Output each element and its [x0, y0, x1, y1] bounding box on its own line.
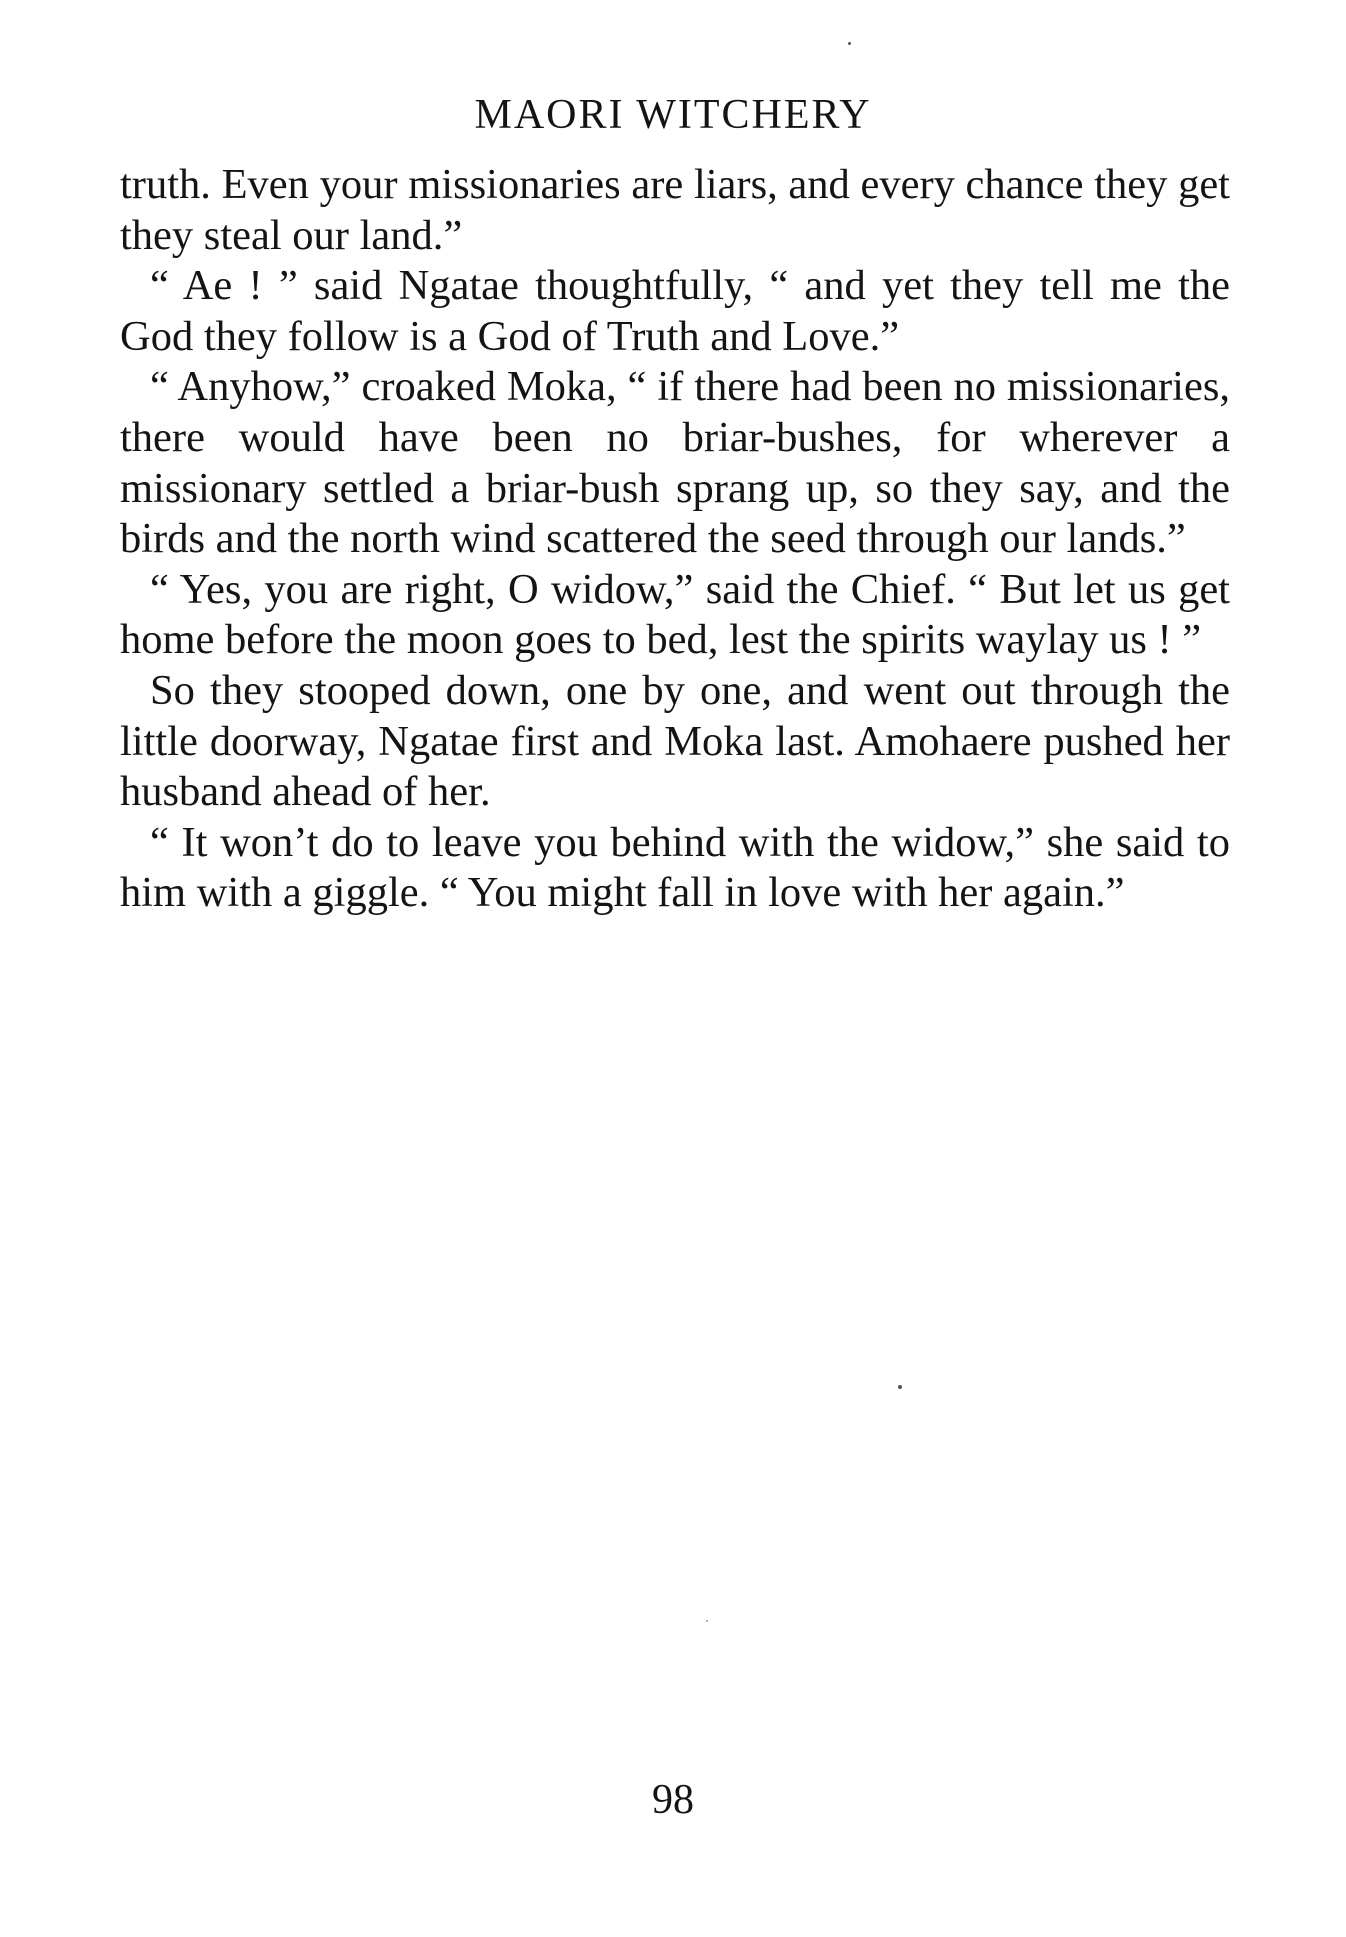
- paragraph-3: “ Anyhow,” croaked Moka, “ if there had been no missionaries, there would have been no briar-bushes, for wherever a missionary settled a briar-bush sprang up, so they say, and the birds and the north wind scattered the seed through our lands.”: [120, 363, 1230, 563]
- running-head: MAORI WITCHERY: [474, 92, 872, 138]
- body-text: [120, 160, 1230, 919]
- paragraph-4: “ Yes, you are right, O widow,” said the Chief. “ But let us get home before the moon goes to bed, lest the spirits waylay us ! ”: [120, 565, 1230, 664]
- page-number: 98: [652, 1777, 694, 1823]
- scan-speck: [706, 1620, 708, 1622]
- paragraph-1: truth. Even your missionaries are liars, and every chance they get they steal our land.”: [120, 161, 1230, 259]
- paragraph-6: “ It won’t do to leave you behind with the widow,” she said to him with a giggle. “ You might fall in love with her again.”: [120, 818, 1230, 917]
- scan-speck: [848, 42, 851, 45]
- paragraph-5: So they stooped down, one by one, and went out through the little doorway, Ngatae first and Moka last. Amohaere pushed her husband ahead of her.: [120, 666, 1230, 816]
- scan-speck: [898, 1385, 902, 1389]
- paragraph-2: “ Ae ! ” said Ngatae thoughtfully, “ and yet they tell me the God they follow is a God of Truth and Love.”: [120, 262, 1230, 360]
